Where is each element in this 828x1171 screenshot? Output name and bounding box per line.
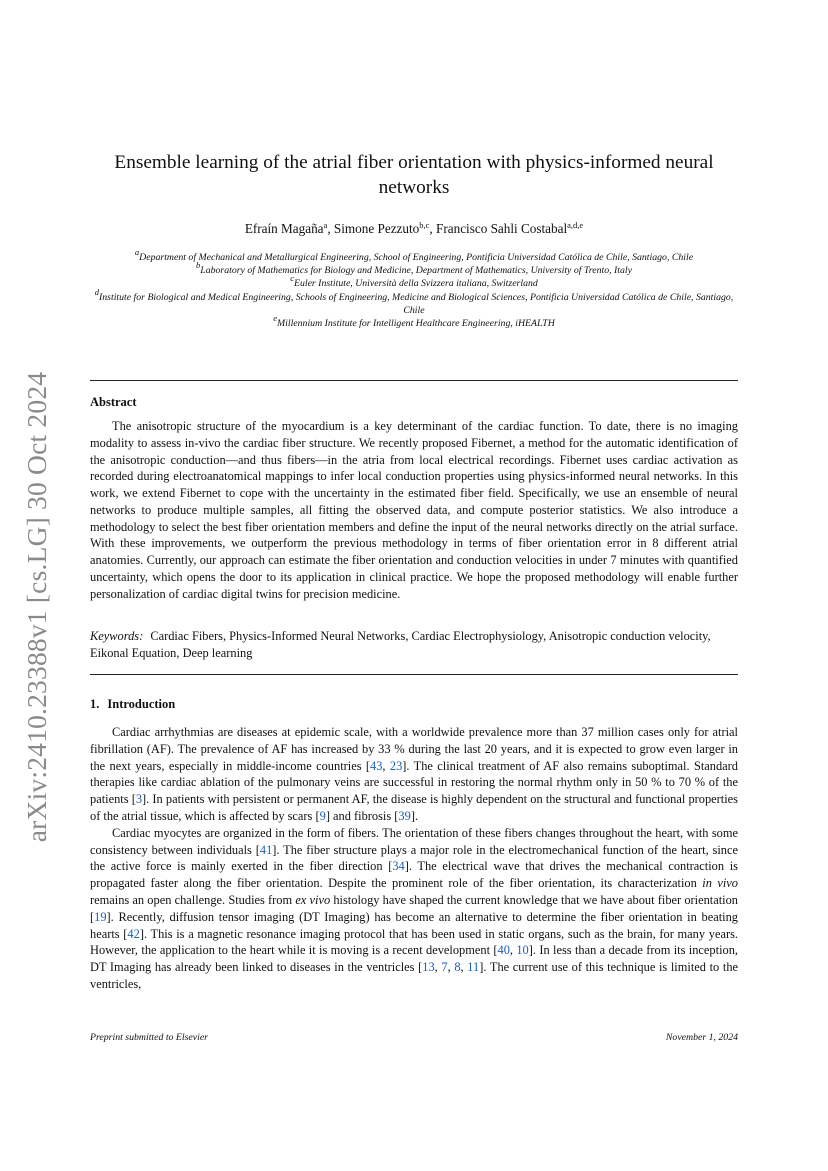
- citation-link[interactable]: 7: [441, 960, 448, 975]
- section-heading: [90, 697, 175, 712]
- arxiv-identifier: [22, 365, 52, 850]
- abstract-heading: Abstract: [90, 395, 137, 409]
- citation-link[interactable]: 11: [467, 960, 480, 975]
- citation-link[interactable]: 23: [389, 758, 403, 773]
- citation-link[interactable]: 42: [127, 926, 140, 941]
- citation-link[interactable]: 13: [422, 960, 435, 975]
- paragraph-text: ]. The current use of this technique is limited to the ventricles,: [90, 960, 739, 991]
- paragraph-text: Cardiac myocytes are organized in the form of fibers. The orientation of these fibers changes throughout the heart, with some consistency between individuals [: [90, 825, 738, 857]
- citation-link[interactable]: 39: [398, 808, 411, 823]
- abstract-text: The anisotropic structure of the myocardium is a key determinant of the cardiac function. To date, there is no imaging modality to assess in-vivo the cardiac fiber structure. We recently proposed Fibernet, a method for the automatic identification of the anisotropic conduction—and thus fibers—in the atria from local electrical recordings. Fibernet uses cardiac activation as recorded during electroanatomical mappings to infer local conduction properties using physics-informed neural networks. In this work, we extend Fibernet to cope with the uncertainty in the estimated fiber field. Specifically, we use an ensemble of neural networks to produce multiple samples, all fitting the observed data, and compute posterior statistics. We also introduce a methodology to select the best fiber orientation members and define the input of the neural networks directly on the atrial surface. With these improvements, we outperform the previous methodology in terms of fiber orientation error in 8 different atrial anatomies. Currently, our approach can estimate the fiber orientation and conduction velocities in under 7 minutes with quantified uncertainty, which opens the door to its application in clinical practice. We hope the proposed methodology will enable further personalization of cardiac digital twins for precision medicine.: [90, 419, 738, 601]
- citation-link[interactable]: 10: [516, 943, 529, 958]
- paragraph-text: ]. The clinical treatment of AF also remains suboptimal. Standard therapies like cardiac ablation of the pulmonary veins are successful in restoring the normal rhythm only in 50 % to 70 % of the patients [: [90, 758, 738, 807]
- citation-link[interactable]: 8: [454, 960, 461, 975]
- affiliation: [90, 313, 738, 330]
- affiliation-text: Millennium Institute for Intelligent Healthcare Engineering, iHEALTH: [276, 318, 555, 330]
- affiliation-mark: e: [273, 313, 277, 324]
- footer-date: November 1, 2024: [665, 1032, 738, 1043]
- affiliation-text: Laboratory of Mathematics for Biology and Medicine, Department of Mathematics, University of Trento, Italy: [200, 265, 632, 277]
- affiliation-list: [90, 247, 738, 330]
- keywords-text: Cardiac Fibers, Physics-Informed Neural Networks, Cardiac Electrophysiology, Anisotropic conduction velocity, Eikonal Equation, Deep learning: [90, 629, 711, 660]
- section-number: 1.: [90, 697, 100, 711]
- affiliation-text: Department of Mechanical and Metallurgical Engineering, School of Engineering, Pontificia Universidad Católica de Chile, Santiago, Chile: [139, 252, 694, 263]
- paragraph-text: ]. In patients with persistent or permanent AF, the disease is highly dependent on the structural and functional properties of the atrial tissue, which is affected by scars [: [90, 792, 738, 823]
- affiliation: [90, 286, 738, 317]
- author-list: Efraín Magaña$^a$, Simone Pezzuto$^{b,c}$, Francisco Sahli Costabal$^{a,d,e}$: [244, 220, 584, 236]
- affiliation: [90, 273, 738, 290]
- citation-link[interactable]: 41: [259, 842, 273, 857]
- citation-link[interactable]: 9: [319, 808, 326, 823]
- affiliation-mark: b: [196, 260, 201, 271]
- paragraph-text: histology have shaped the current knowledge that we have about fiber orientation [: [90, 892, 739, 924]
- affiliation-mark: a: [134, 247, 140, 257]
- italic-term: in vivo: [702, 876, 738, 891]
- citation-link[interactable]: 3: [135, 792, 143, 807]
- paragraph-text: remains an open challenge. Studies from: [90, 892, 296, 907]
- italic-term: ex vivo: [295, 892, 331, 907]
- author-affil-mark: a,d,e: [567, 220, 584, 230]
- citation-link[interactable]: 19: [94, 909, 107, 924]
- paragraph-text: ] and fibrosis [: [325, 808, 399, 823]
- paragraph-text: ,: [434, 960, 442, 975]
- intro-paragraph: [90, 825, 738, 993]
- author: Simone Pezzuto: [333, 221, 420, 236]
- paragraph-text: ]. This is a magnetic resonance imaging protocol that has been used in static organs, such as the brain, for many years. However, the application to the heart while it is moving is a recent development [: [90, 926, 738, 958]
- citation-link[interactable]: 40: [497, 943, 510, 958]
- citation-link[interactable]: 43: [370, 758, 383, 773]
- paragraph-text: ,: [509, 943, 517, 958]
- paragraph-text: ,: [382, 758, 390, 773]
- paragraph-text: ]. In less than a decade from its inception, DT Imaging has already been linked to diseases in the ventricles [: [90, 943, 738, 975]
- paragraph-text: ]. Recently, diffusion tensor imaging (DT Imaging) has become an alternative to determine the fiber orientation in beating hearts [: [90, 909, 738, 941]
- affiliation: [90, 247, 738, 264]
- section-title: Introduction: [107, 697, 176, 711]
- introduction-body: [90, 724, 738, 993]
- author: Efraín Magaña: [244, 221, 324, 236]
- affiliation-text: Euler Institute, Università della Svizzera italiana, Switzerland: [293, 278, 538, 290]
- paragraph-text: ,: [460, 960, 468, 975]
- affiliation-mark: c: [290, 273, 294, 284]
- author-affil-mark: b,c: [419, 220, 430, 230]
- intro-paragraph: [90, 724, 738, 825]
- author-affil-mark: a: [323, 220, 328, 230]
- abstract-bottom-rule: [90, 674, 738, 675]
- keywords: [90, 628, 738, 662]
- affiliation-mark: d: [94, 286, 99, 297]
- paper-title: Ensemble learning of the atrial fiber orientation with physics-informed neural networks: [114, 152, 714, 198]
- paragraph-text: Cardiac arrhythmias are diseases at epidemic scale, with a worldwide prevalence more than 37 million cases only for atrial fibrillation (AF). The prevalence of AF has increased by 33 % during the last 20 years, and it is expected to grow even larger in the next years, especially in middle-income countries [: [90, 725, 738, 773]
- author: Francisco Sahli Costabal: [436, 221, 568, 236]
- paragraph-text: ]. The fiber structure plays a major role in the electromechanical function of the heart, since the active force is mainly exerted in the fiber direction [: [90, 842, 738, 874]
- footer-preprint-note: Preprint submitted to Elsevier: [90, 1032, 208, 1043]
- affiliation-text: Institute for Biological and Medical Engineering, Schools of Engineering, Medicine and Biological Sciences, Pontificia Universidad Católica de Chile, Santiago, Chile: [99, 291, 734, 316]
- paragraph-text: ]. The electrical wave that drives the mechanical contraction is propagated faster along the fiber orientation. Despite the prominent role of the fiber orientation, its characterization: [90, 859, 739, 891]
- paragraph-text: ].: [410, 808, 419, 823]
- citation-link[interactable]: 34: [392, 859, 405, 874]
- abstract-top-rule: [90, 380, 738, 381]
- affiliation: [90, 260, 738, 277]
- keywords-label: Keywords:: [90, 629, 144, 643]
- paragraph-text: ,: [447, 960, 455, 975]
- arxiv-identifier-text: arXiv:2410.23388v1 [cs.LG] 30 Oct 2024: [21, 371, 52, 843]
